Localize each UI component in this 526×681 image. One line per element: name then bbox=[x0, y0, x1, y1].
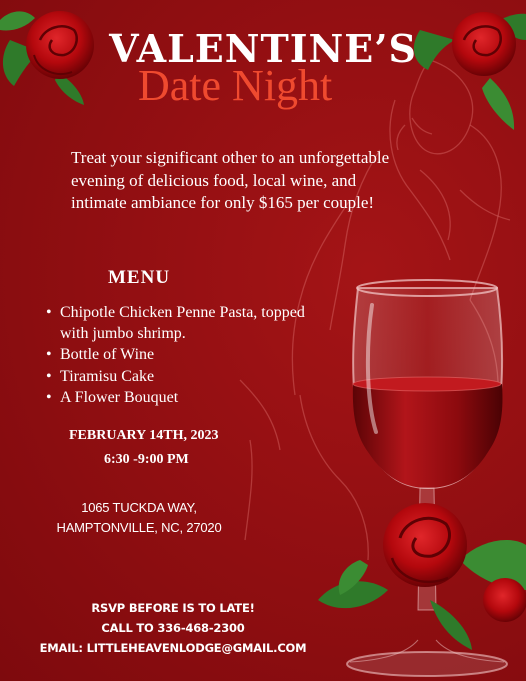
rsvp-line: RSVP BEFORE IS TO LATE! bbox=[91, 601, 255, 615]
menu-item: • Chipotle Chicken Penne Pasta, topped with jumbo shrimp. bbox=[42, 302, 322, 344]
title-date-night: Date Night bbox=[138, 61, 333, 110]
rsvp-email: EMAIL: LITTLEHEAVENLODGE@GMAIL.COM bbox=[39, 641, 307, 655]
menu-item: • A Flower Bouquet bbox=[42, 387, 322, 408]
menu-item: • Bottle of Wine bbox=[42, 344, 322, 365]
event-time: 6:30 -9:00 PM bbox=[104, 452, 189, 467]
menu-heading: MENU bbox=[108, 267, 171, 288]
address-line-2: HAMPTONVILLE, NC, 27020 bbox=[56, 520, 222, 535]
rsvp-phone: CALL TO 336-468-2300 bbox=[101, 621, 245, 635]
address-line-1: 1065 TUCKDA WAY, bbox=[81, 500, 197, 515]
intro-text: Treat your significant other to an unforgettable evening of delicious food, local wine, and intimate ambiance for only $165 per couple! bbox=[71, 148, 390, 212]
rose-bottom-right-icon bbox=[318, 503, 526, 650]
title-valentines: VALENTINE’S bbox=[109, 26, 417, 71]
event-date: FEBRUARY 14TH, 2023 bbox=[69, 428, 219, 443]
menu-item: • Tiramisu Cake bbox=[42, 366, 322, 387]
menu-list bbox=[42, 302, 322, 408]
